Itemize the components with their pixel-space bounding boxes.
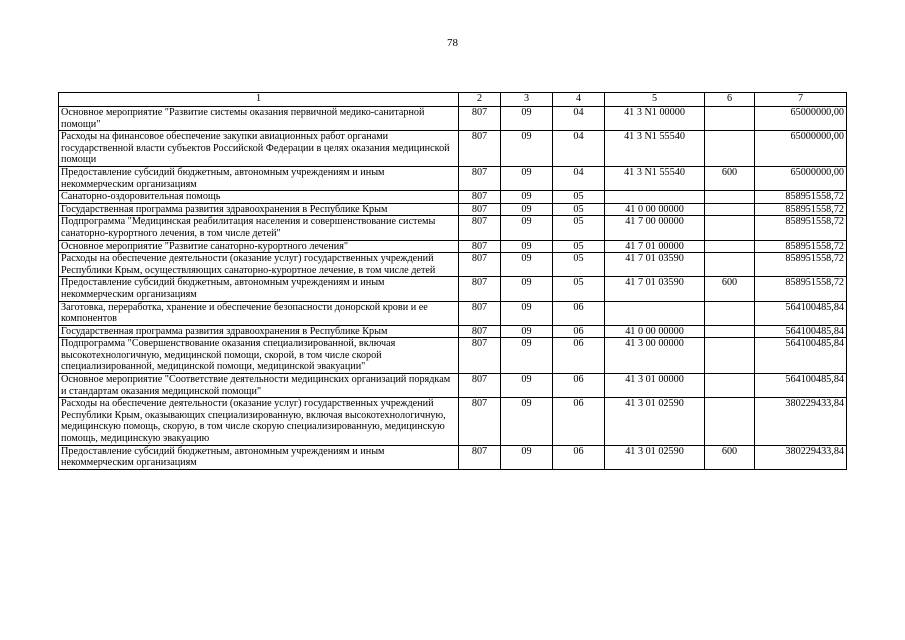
cell-code-3: 09 [501,240,553,253]
cell-code-4: 04 [553,166,605,190]
table-row [59,374,847,398]
cell-item-name: Санаторно-оздоровительная помощь [59,191,459,204]
cell-code-4: 05 [553,216,605,240]
cell-code-4: 05 [553,277,605,301]
cell-amount: 564100485,84 [755,338,847,374]
cell-amount: 858951558,72 [755,216,847,240]
cell-item-name: Основное мероприятие "Соответствие деятельности медицинских организаций порядкам и стандартам оказания медицинской помощи" [59,374,459,398]
cell-code-3: 09 [501,445,553,469]
cell-code-6 [705,253,755,277]
header-col-6: 6 [705,93,755,107]
cell-code-6 [705,191,755,204]
cell-code-2: 807 [459,253,501,277]
cell-code-2: 807 [459,445,501,469]
cell-code-4: 04 [553,107,605,131]
cell-amount: 380229433,84 [755,445,847,469]
cell-item-name: Подпрограмма "Медицинская реабилитация населения и совершенствование системы санаторно-курортного лечения, в том числе детей" [59,216,459,240]
cell-code-3: 09 [501,325,553,338]
cell-code-2: 807 [459,240,501,253]
table-row [59,216,847,240]
cell-code-2: 807 [459,166,501,190]
header-col-7: 7 [755,93,847,107]
cell-code-6 [705,398,755,445]
table-row [59,338,847,374]
cell-code-4: 06 [553,325,605,338]
cell-code-5 [605,191,705,204]
cell-code-4: 05 [553,191,605,204]
header-col-2: 2 [459,93,501,107]
table-row [59,203,847,216]
table-row [59,277,847,301]
cell-code-2: 807 [459,374,501,398]
cell-code-5: 41 0 00 00000 [605,203,705,216]
cell-code-5: 41 7 00 00000 [605,216,705,240]
cell-code-5: 41 3 N1 00000 [605,107,705,131]
cell-code-3: 09 [501,166,553,190]
cell-amount: 65000000,00 [755,166,847,190]
table-row [59,107,847,131]
cell-code-6 [705,301,755,325]
cell-code-4: 04 [553,131,605,167]
cell-code-5: 41 7 01 00000 [605,240,705,253]
cell-item-name: Подпрограмма "Совершенствование оказания специализированной, включая высокотехнологичную, медицинской помощи, скорой, в том числе скорой специализированной, медицинской помощи, медицинской эвакуации" [59,338,459,374]
header-row [59,93,847,107]
cell-amount: 858951558,72 [755,203,847,216]
cell-item-name: Государственная программа развития здравоохранения в Республике Крым [59,203,459,216]
table-header [59,93,847,107]
cell-item-name: Государственная программа развития здравоохранения в Республике Крым [59,325,459,338]
cell-item-name: Предоставление субсидий бюджетным, автономным учреждениям и иным некоммерческим организациям [59,445,459,469]
cell-code-5: 41 3 N1 55540 [605,131,705,167]
table-row [59,191,847,204]
cell-code-2: 807 [459,398,501,445]
cell-code-3: 09 [501,131,553,167]
cell-code-3: 09 [501,277,553,301]
cell-code-6 [705,131,755,167]
table-row [59,253,847,277]
cell-amount: 858951558,72 [755,277,847,301]
table-row [59,301,847,325]
cell-amount: 858951558,72 [755,191,847,204]
cell-code-3: 09 [501,253,553,277]
cell-code-5: 41 3 N1 55540 [605,166,705,190]
cell-code-6 [705,374,755,398]
cell-code-4: 06 [553,398,605,445]
cell-item-name: Основное мероприятие "Развитие санаторно-курортного лечения" [59,240,459,253]
cell-item-name: Заготовка, переработка, хранение и обеспечение безопасности донорской крови и ее компонентов [59,301,459,325]
table-row [59,166,847,190]
cell-code-6 [705,203,755,216]
cell-code-6: 600 [705,166,755,190]
cell-amount: 858951558,72 [755,253,847,277]
cell-code-6 [705,107,755,131]
cell-item-name: Основное мероприятие "Развитие системы оказания первичной медико-санитарной помощи" [59,107,459,131]
cell-code-5: 41 3 01 02590 [605,445,705,469]
cell-code-3: 09 [501,216,553,240]
cell-code-5: 41 7 01 03590 [605,253,705,277]
cell-code-4: 06 [553,445,605,469]
cell-code-3: 09 [501,398,553,445]
budget-table [58,92,847,470]
cell-amount: 65000000,00 [755,131,847,167]
cell-code-2: 807 [459,338,501,374]
cell-code-5: 41 3 01 00000 [605,374,705,398]
cell-amount: 65000000,00 [755,107,847,131]
cell-code-6: 600 [705,445,755,469]
cell-code-5 [605,301,705,325]
header-col-4: 4 [553,93,605,107]
cell-code-4: 06 [553,338,605,374]
cell-code-5: 41 0 00 00000 [605,325,705,338]
cell-amount: 858951558,72 [755,240,847,253]
cell-code-6 [705,325,755,338]
cell-code-2: 807 [459,277,501,301]
cell-code-2: 807 [459,203,501,216]
cell-code-6 [705,216,755,240]
cell-code-6 [705,338,755,374]
cell-code-4: 05 [553,203,605,216]
cell-code-6 [705,240,755,253]
table-row [59,240,847,253]
cell-code-2: 807 [459,191,501,204]
cell-item-name: Предоставление субсидий бюджетным, автономным учреждениям и иным некоммерческим организациям [59,277,459,301]
cell-code-5: 41 7 01 03590 [605,277,705,301]
header-col-3: 3 [501,93,553,107]
cell-code-3: 09 [501,301,553,325]
cell-code-2: 807 [459,301,501,325]
cell-item-name: Расходы на финансовое обеспечение закупки авиационных работ органами государственной власти субъектов Российской Федерации в целях оказания медицинской помощи [59,131,459,167]
table-body [59,107,847,470]
table-row [59,445,847,469]
header-col-5: 5 [605,93,705,107]
cell-code-4: 06 [553,374,605,398]
cell-code-2: 807 [459,216,501,240]
cell-code-3: 09 [501,107,553,131]
cell-amount: 564100485,84 [755,374,847,398]
table-row [59,325,847,338]
table-row [59,398,847,445]
cell-code-4: 05 [553,253,605,277]
cell-code-2: 807 [459,325,501,338]
cell-code-6: 600 [705,277,755,301]
cell-amount: 380229433,84 [755,398,847,445]
page-number: 78 [447,37,458,49]
cell-code-3: 09 [501,338,553,374]
cell-code-3: 09 [501,191,553,204]
cell-amount: 564100485,84 [755,325,847,338]
cell-code-5: 41 3 00 00000 [605,338,705,374]
cell-item-name: Предоставление субсидий бюджетным, автономным учреждениям и иным некоммерческим организациям [59,166,459,190]
cell-code-4: 05 [553,240,605,253]
cell-code-2: 807 [459,131,501,167]
cell-code-2: 807 [459,107,501,131]
cell-code-4: 06 [553,301,605,325]
cell-code-5: 41 3 01 02590 [605,398,705,445]
table-row [59,131,847,167]
cell-item-name: Расходы на обеспечение деятельности (оказание услуг) государственных учреждений Республики Крым, осуществляющих санаторно-курортное лечение, в том числе детей [59,253,459,277]
cell-code-3: 09 [501,203,553,216]
cell-code-3: 09 [501,374,553,398]
cell-amount: 564100485,84 [755,301,847,325]
cell-item-name: Расходы на обеспечение деятельности (оказание услуг) государственных учреждений Республики Крым, оказывающих специализированную, включая высокотехнологичную, медицинскую помощь, скорую, в том числе скорую специализированную, медицинскую помощь, медицинскую эвакуацию [59,398,459,445]
header-col-1: 1 [59,93,459,107]
